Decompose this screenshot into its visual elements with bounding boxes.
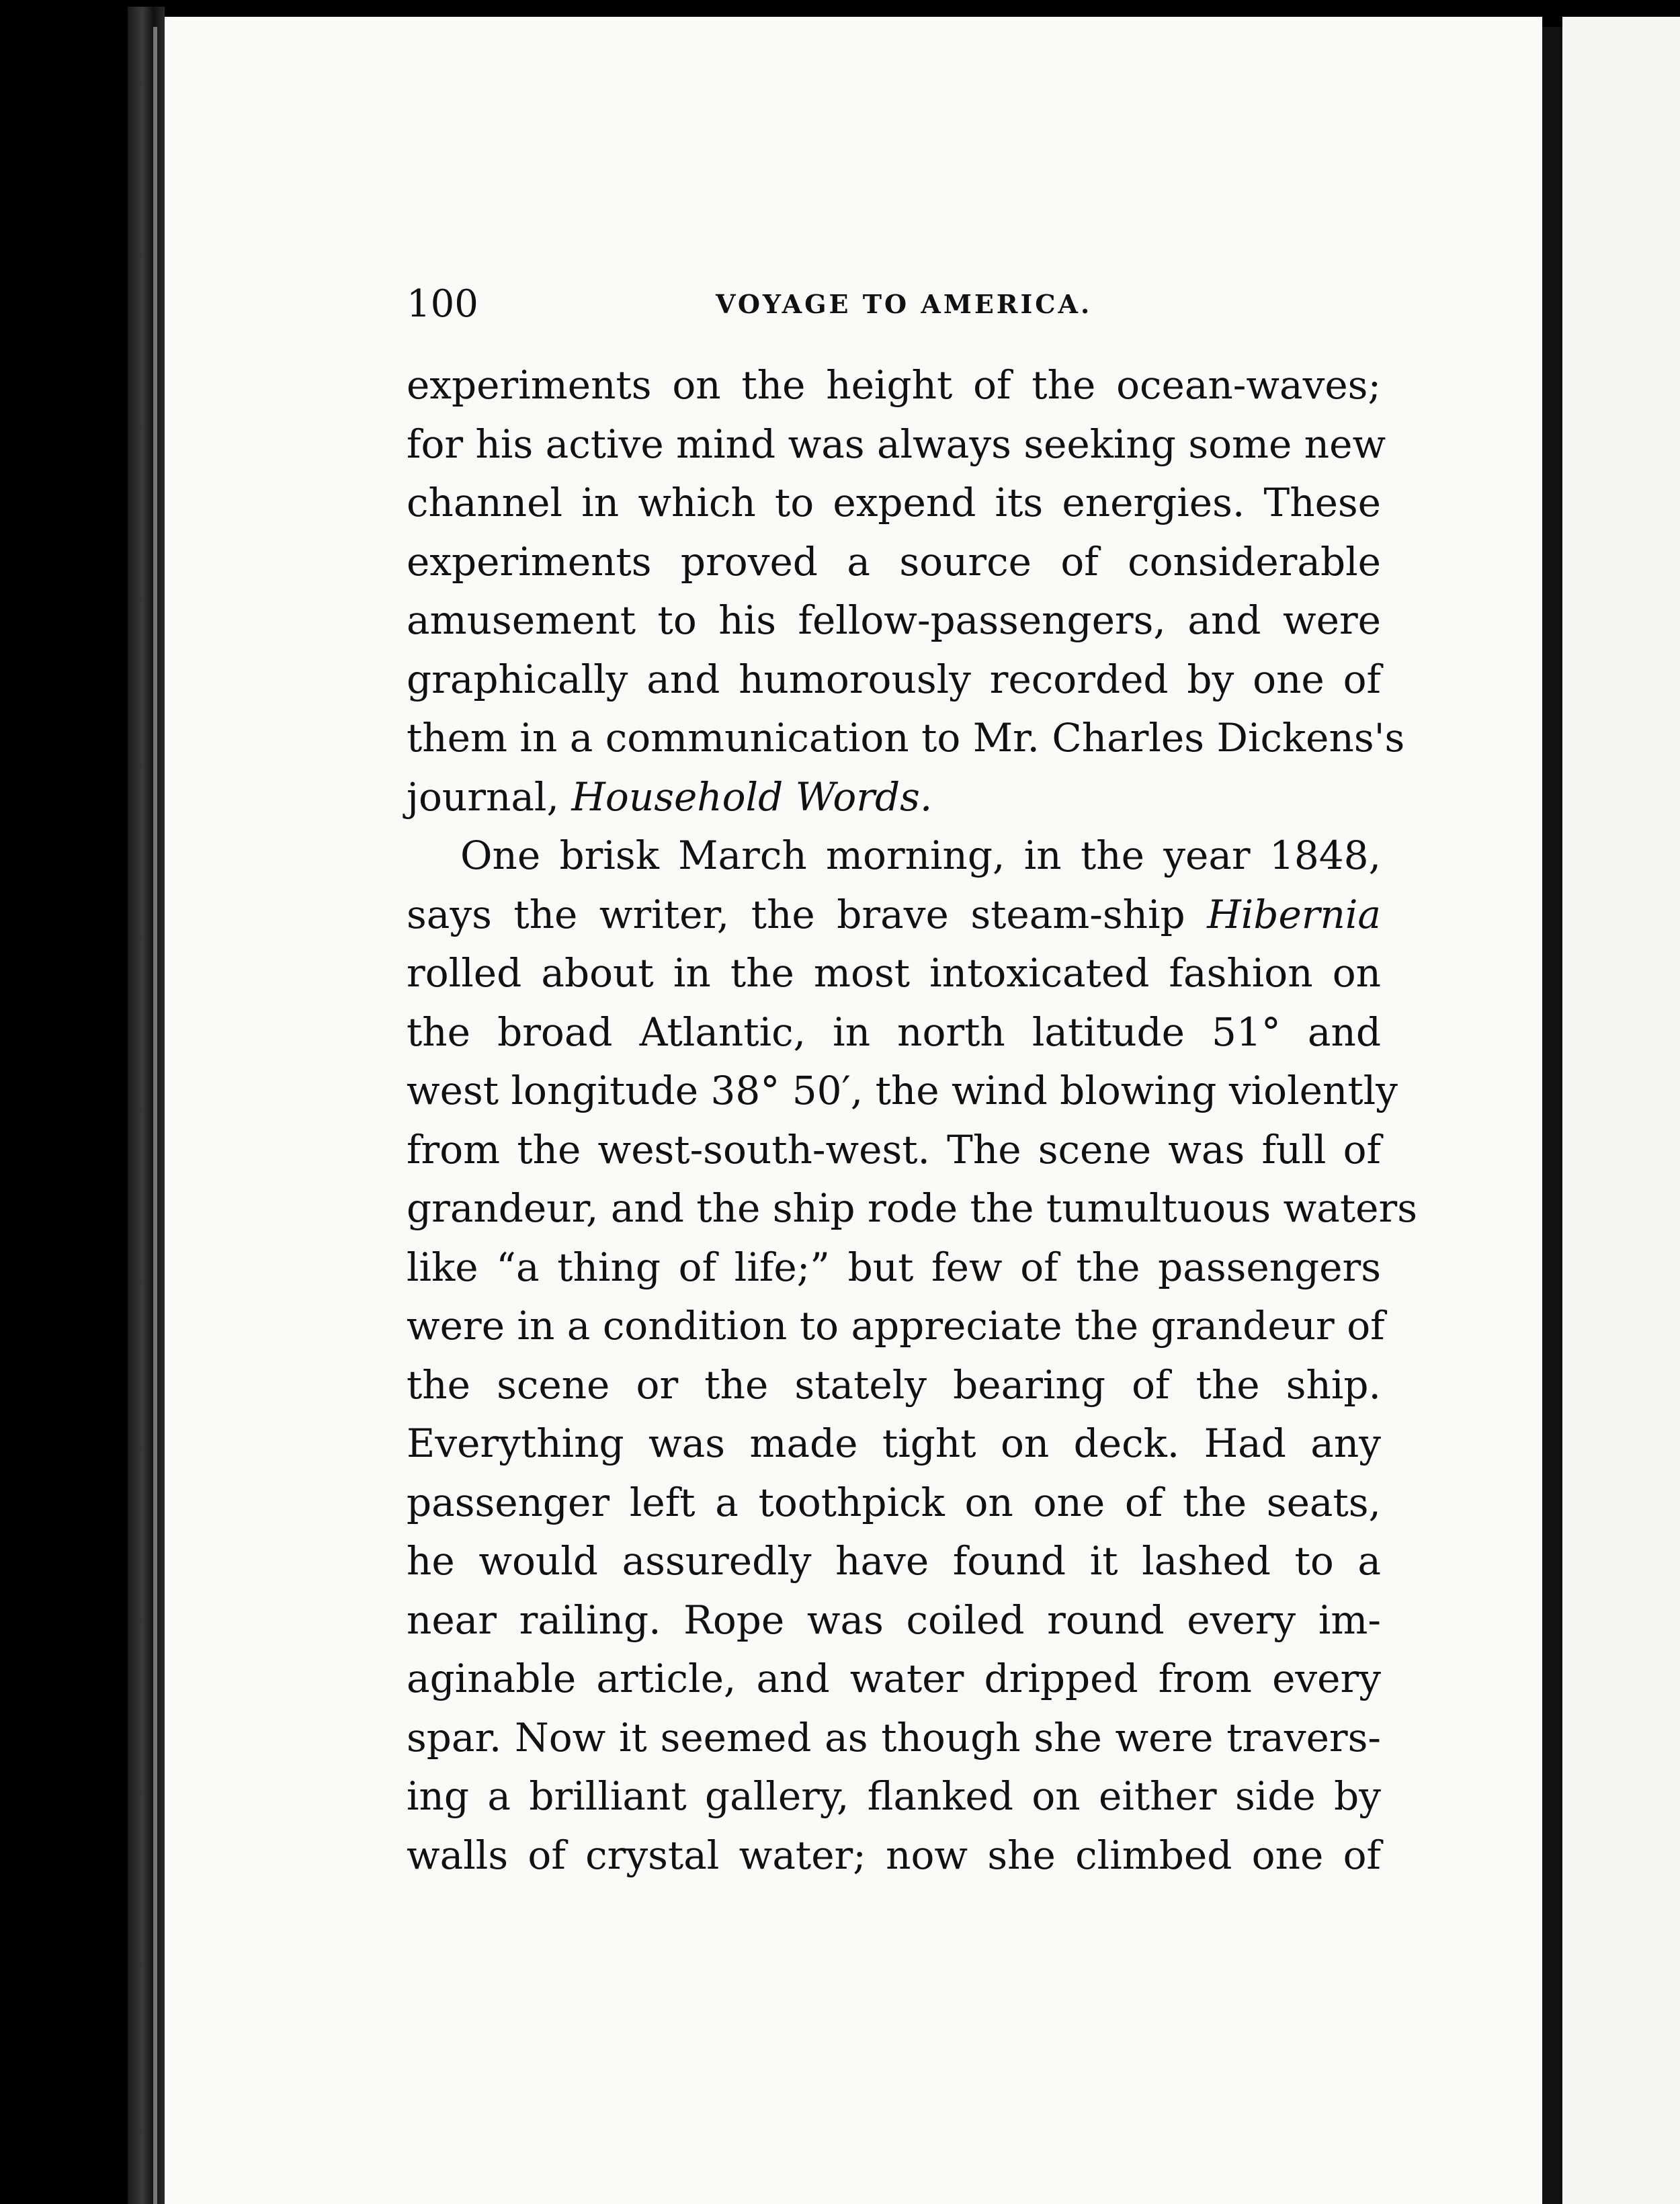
text-line: ing a brilliant gallery, flanked on either side by: [407, 1773, 1381, 1819]
running-head: VOYAGE TO AMERICA.: [716, 289, 1093, 319]
text-line: near railing. Rope was coiled round every im-: [407, 1597, 1381, 1643]
body-text: [407, 356, 1417, 1885]
page-header: [407, 282, 1680, 329]
text-line: them in a communication to Mr. Charles Dickens's: [407, 715, 1405, 761]
text-line: from the west-south-west. The scene was full of: [407, 1126, 1381, 1173]
text-line: aginable article, and water dripped from every: [407, 1656, 1381, 1701]
text-line: experiments on the height of the ocean-waves;: [407, 362, 1381, 408]
facing-page-sliver: [1562, 17, 1680, 2204]
text-line: graphically and humorously recorded by one of: [407, 656, 1381, 702]
text-line: the broad Atlantic, in north latitude 51° and: [407, 1009, 1381, 1055]
text-line: amusement to his fellow-passengers, and were: [407, 597, 1381, 643]
page-number: 100: [407, 282, 478, 326]
book-spine: [128, 7, 165, 2204]
spine-edge: [153, 27, 157, 2204]
text-line: he would assuredly have found it lashed to a: [407, 1538, 1381, 1584]
italic-title: Household Words.: [571, 773, 933, 820]
text-line: channel in which to expend its energies. These: [407, 480, 1381, 525]
text-fragment: journal,: [407, 773, 559, 820]
text-line: spar. Now it seemed as though she were travers-: [407, 1714, 1381, 1761]
text-fragment: says the writer, the brave steam-ship: [407, 891, 1185, 937]
right-page-edge: [1542, 27, 1562, 2204]
text-line: like “a thing of life;” but few of the passengers: [407, 1244, 1381, 1290]
text-line: Everything was made tight on deck. Had any: [407, 1421, 1381, 1466]
text-line: rolled about in the most intoxicated fashion on: [407, 950, 1381, 996]
text-line: the scene or the stately bearing of the ship.: [407, 1361, 1381, 1408]
text-line: west longitude 38° 50′, the wind blowing violently: [407, 1068, 1398, 1113]
text-line: experiments proved a source of considerable: [407, 538, 1381, 585]
text-line: were in a condition to appreciate the grandeur of: [407, 1303, 1385, 1349]
text-line: walls of crystal water; now she climbed one of: [407, 1832, 1381, 1878]
italic-ship-name: Hibernia: [1207, 891, 1382, 937]
text-line: for his active mind was always seeking some new: [407, 421, 1386, 467]
text-line: [407, 886, 1381, 945]
text-line: grandeur, and the ship rode the tumultuous waters: [407, 1185, 1417, 1231]
text-line: One brisk March morning, in the year 1848,: [460, 833, 1381, 878]
text-line: [407, 768, 1381, 827]
text-line: passenger left a toothpick on one of the seats,: [407, 1479, 1381, 1525]
